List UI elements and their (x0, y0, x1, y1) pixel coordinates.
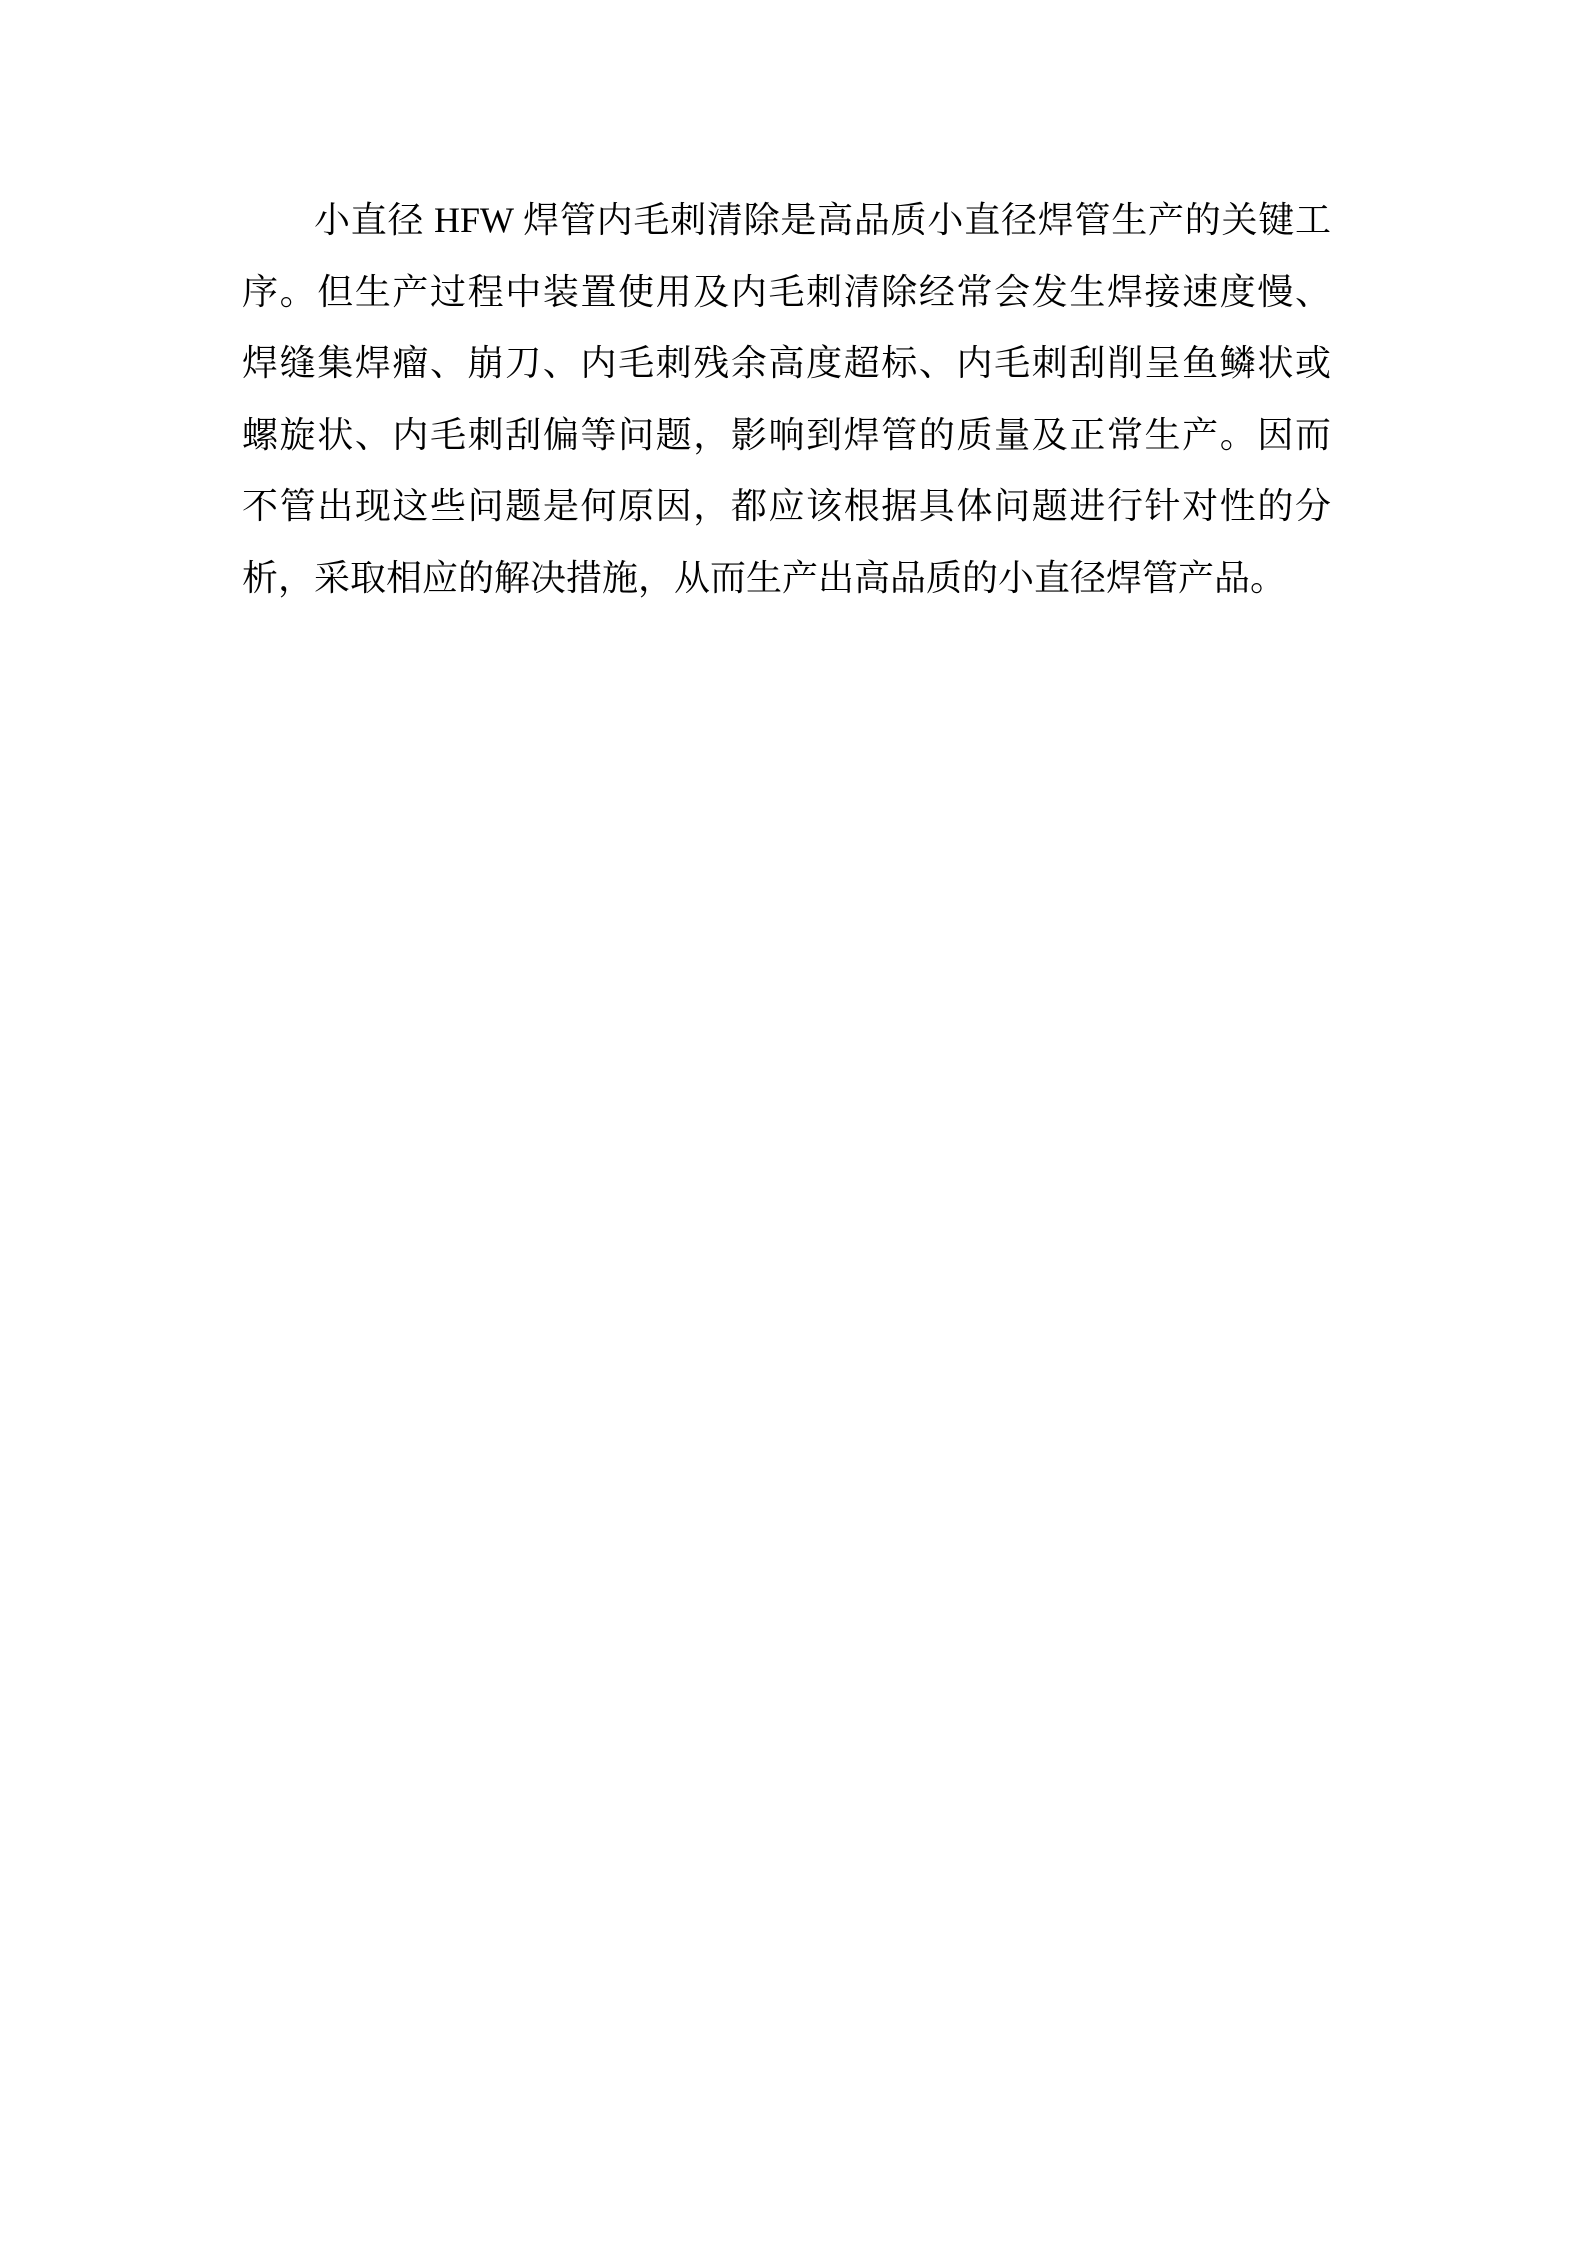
paragraph-line: 焊缝集焊瘤、崩刀、内毛刺残余高度超标、内毛刺刮削呈鱼鳞状或 (242, 343, 1331, 384)
body-paragraph (242, 185, 1331, 615)
paragraph-line: 析，采取相应的解决措施，从而生产出高品质的小直径焊管产品。 (242, 557, 1287, 598)
paragraph-line: 小直径 HFW 焊管内毛刺清除是高品质小直径焊管生产的关键工 (314, 200, 1331, 240)
paragraph-line: 序。但生产过程中装置使用及内毛刺清除经常会发生焊接速度慢、 (242, 271, 1331, 312)
paragraph-line: 螺旋状、内毛刺刮偏等问题，影响到焊管的质量及正常生产。因而 (242, 414, 1331, 455)
paragraph-line: 不管出现这些问题是何原因，都应该根据具体问题进行针对性的分 (242, 486, 1331, 527)
